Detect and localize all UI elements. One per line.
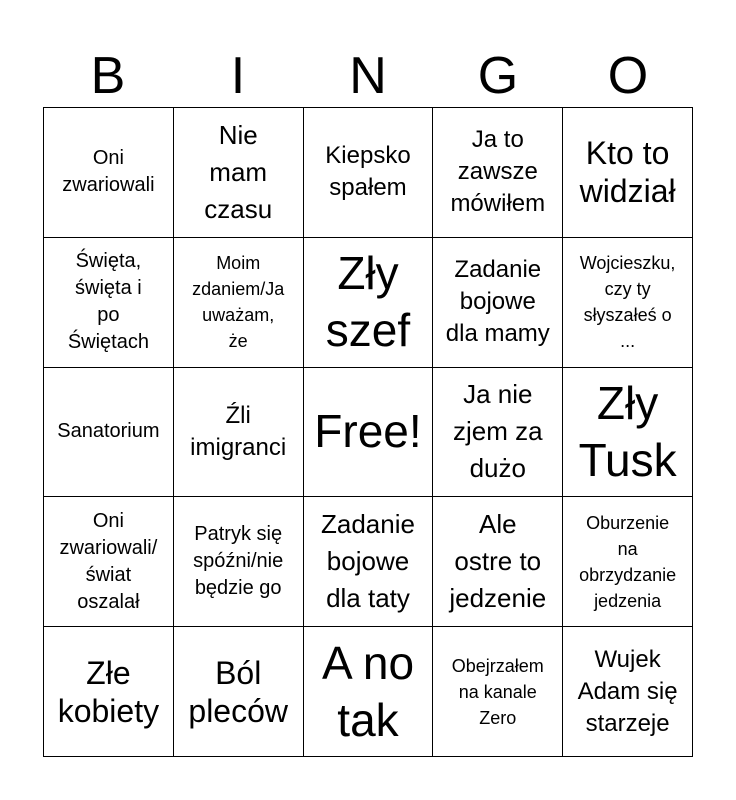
cell-text: Zły Tusk <box>578 376 677 486</box>
cell-text: Zadanie bojowe dla taty <box>321 509 415 614</box>
cell-text: Oni zwariowali/ świat oszalał <box>59 509 158 613</box>
bingo-cell[interactable] <box>174 627 304 757</box>
cell-text: Nie mam czasu <box>204 119 273 224</box>
bingo-cell[interactable] <box>174 238 304 368</box>
bingo-cell[interactable] <box>433 238 563 368</box>
bingo-cell[interactable] <box>433 108 563 238</box>
cell-text: Źli imigranci <box>190 401 287 461</box>
cell-text: Wojcieszku, czy ty słyszałeś o ... <box>579 253 676 352</box>
bingo-cell[interactable] <box>44 108 174 238</box>
header-letter-n: N <box>349 47 387 105</box>
cell-text: Ale ostre to jedzenie <box>449 509 547 614</box>
header-letter-g: G <box>477 47 519 105</box>
header-letter-b: B <box>90 47 126 105</box>
bingo-cell[interactable] <box>44 238 174 368</box>
bingo-header <box>43 44 693 108</box>
cell-text: Obejrzałem na kanale Zero <box>451 655 544 728</box>
cell-text: Wujek Adam się starzeje <box>577 645 678 737</box>
bingo-cell[interactable] <box>174 108 304 238</box>
bingo-cell[interactable] <box>44 497 174 627</box>
cell-text: A no tak <box>321 636 415 746</box>
cell-text: Święta, święta i po Świętach <box>67 250 149 354</box>
bingo-cell[interactable] <box>304 108 434 238</box>
cell-text: Oni zwariowali <box>62 147 155 197</box>
header-letter-i: I <box>230 47 246 105</box>
cell-text: Kto to widział <box>579 135 676 210</box>
cell-text: Zły szef <box>325 247 411 357</box>
free-space-label: Free! <box>314 405 422 458</box>
cell-text: Patryk się spóźni/nie będzie go <box>193 523 284 600</box>
cell-text: Ja to zawsze mówiłem <box>450 126 546 218</box>
cell-text: Sanatorium <box>57 420 160 443</box>
bingo-board <box>43 107 693 757</box>
bingo-cell[interactable] <box>563 238 693 368</box>
bingo-cell[interactable] <box>174 497 304 627</box>
bingo-cell[interactable] <box>174 368 304 498</box>
free-space-cell[interactable] <box>304 368 434 498</box>
cell-text: Oburzenie na obrzydzanie jedzenia <box>579 512 677 611</box>
header-letter-o: O <box>607 47 649 105</box>
cell-text: Zadanie bojowe dla mamy <box>445 256 550 348</box>
cell-text: Złe kobiety <box>57 654 160 729</box>
bingo-cell[interactable] <box>304 238 434 368</box>
cell-text: Kiepsko spałem <box>325 142 411 202</box>
bingo-cell[interactable] <box>433 627 563 757</box>
bingo-cell[interactable] <box>563 108 693 238</box>
bingo-cell[interactable] <box>433 368 563 498</box>
bingo-cell[interactable] <box>304 497 434 627</box>
bingo-cell[interactable] <box>563 627 693 757</box>
bingo-cell[interactable] <box>563 368 693 498</box>
bingo-cell[interactable] <box>44 627 174 757</box>
cell-text: Ja nie zjem za dużo <box>453 379 543 484</box>
cell-text: Ból pleców <box>188 654 288 729</box>
bingo-cell[interactable] <box>563 497 693 627</box>
bingo-cell[interactable] <box>433 497 563 627</box>
bingo-cell[interactable] <box>304 627 434 757</box>
bingo-cell[interactable] <box>44 368 174 498</box>
cell-text: Moim zdaniem/Ja uważam, że <box>192 253 285 352</box>
